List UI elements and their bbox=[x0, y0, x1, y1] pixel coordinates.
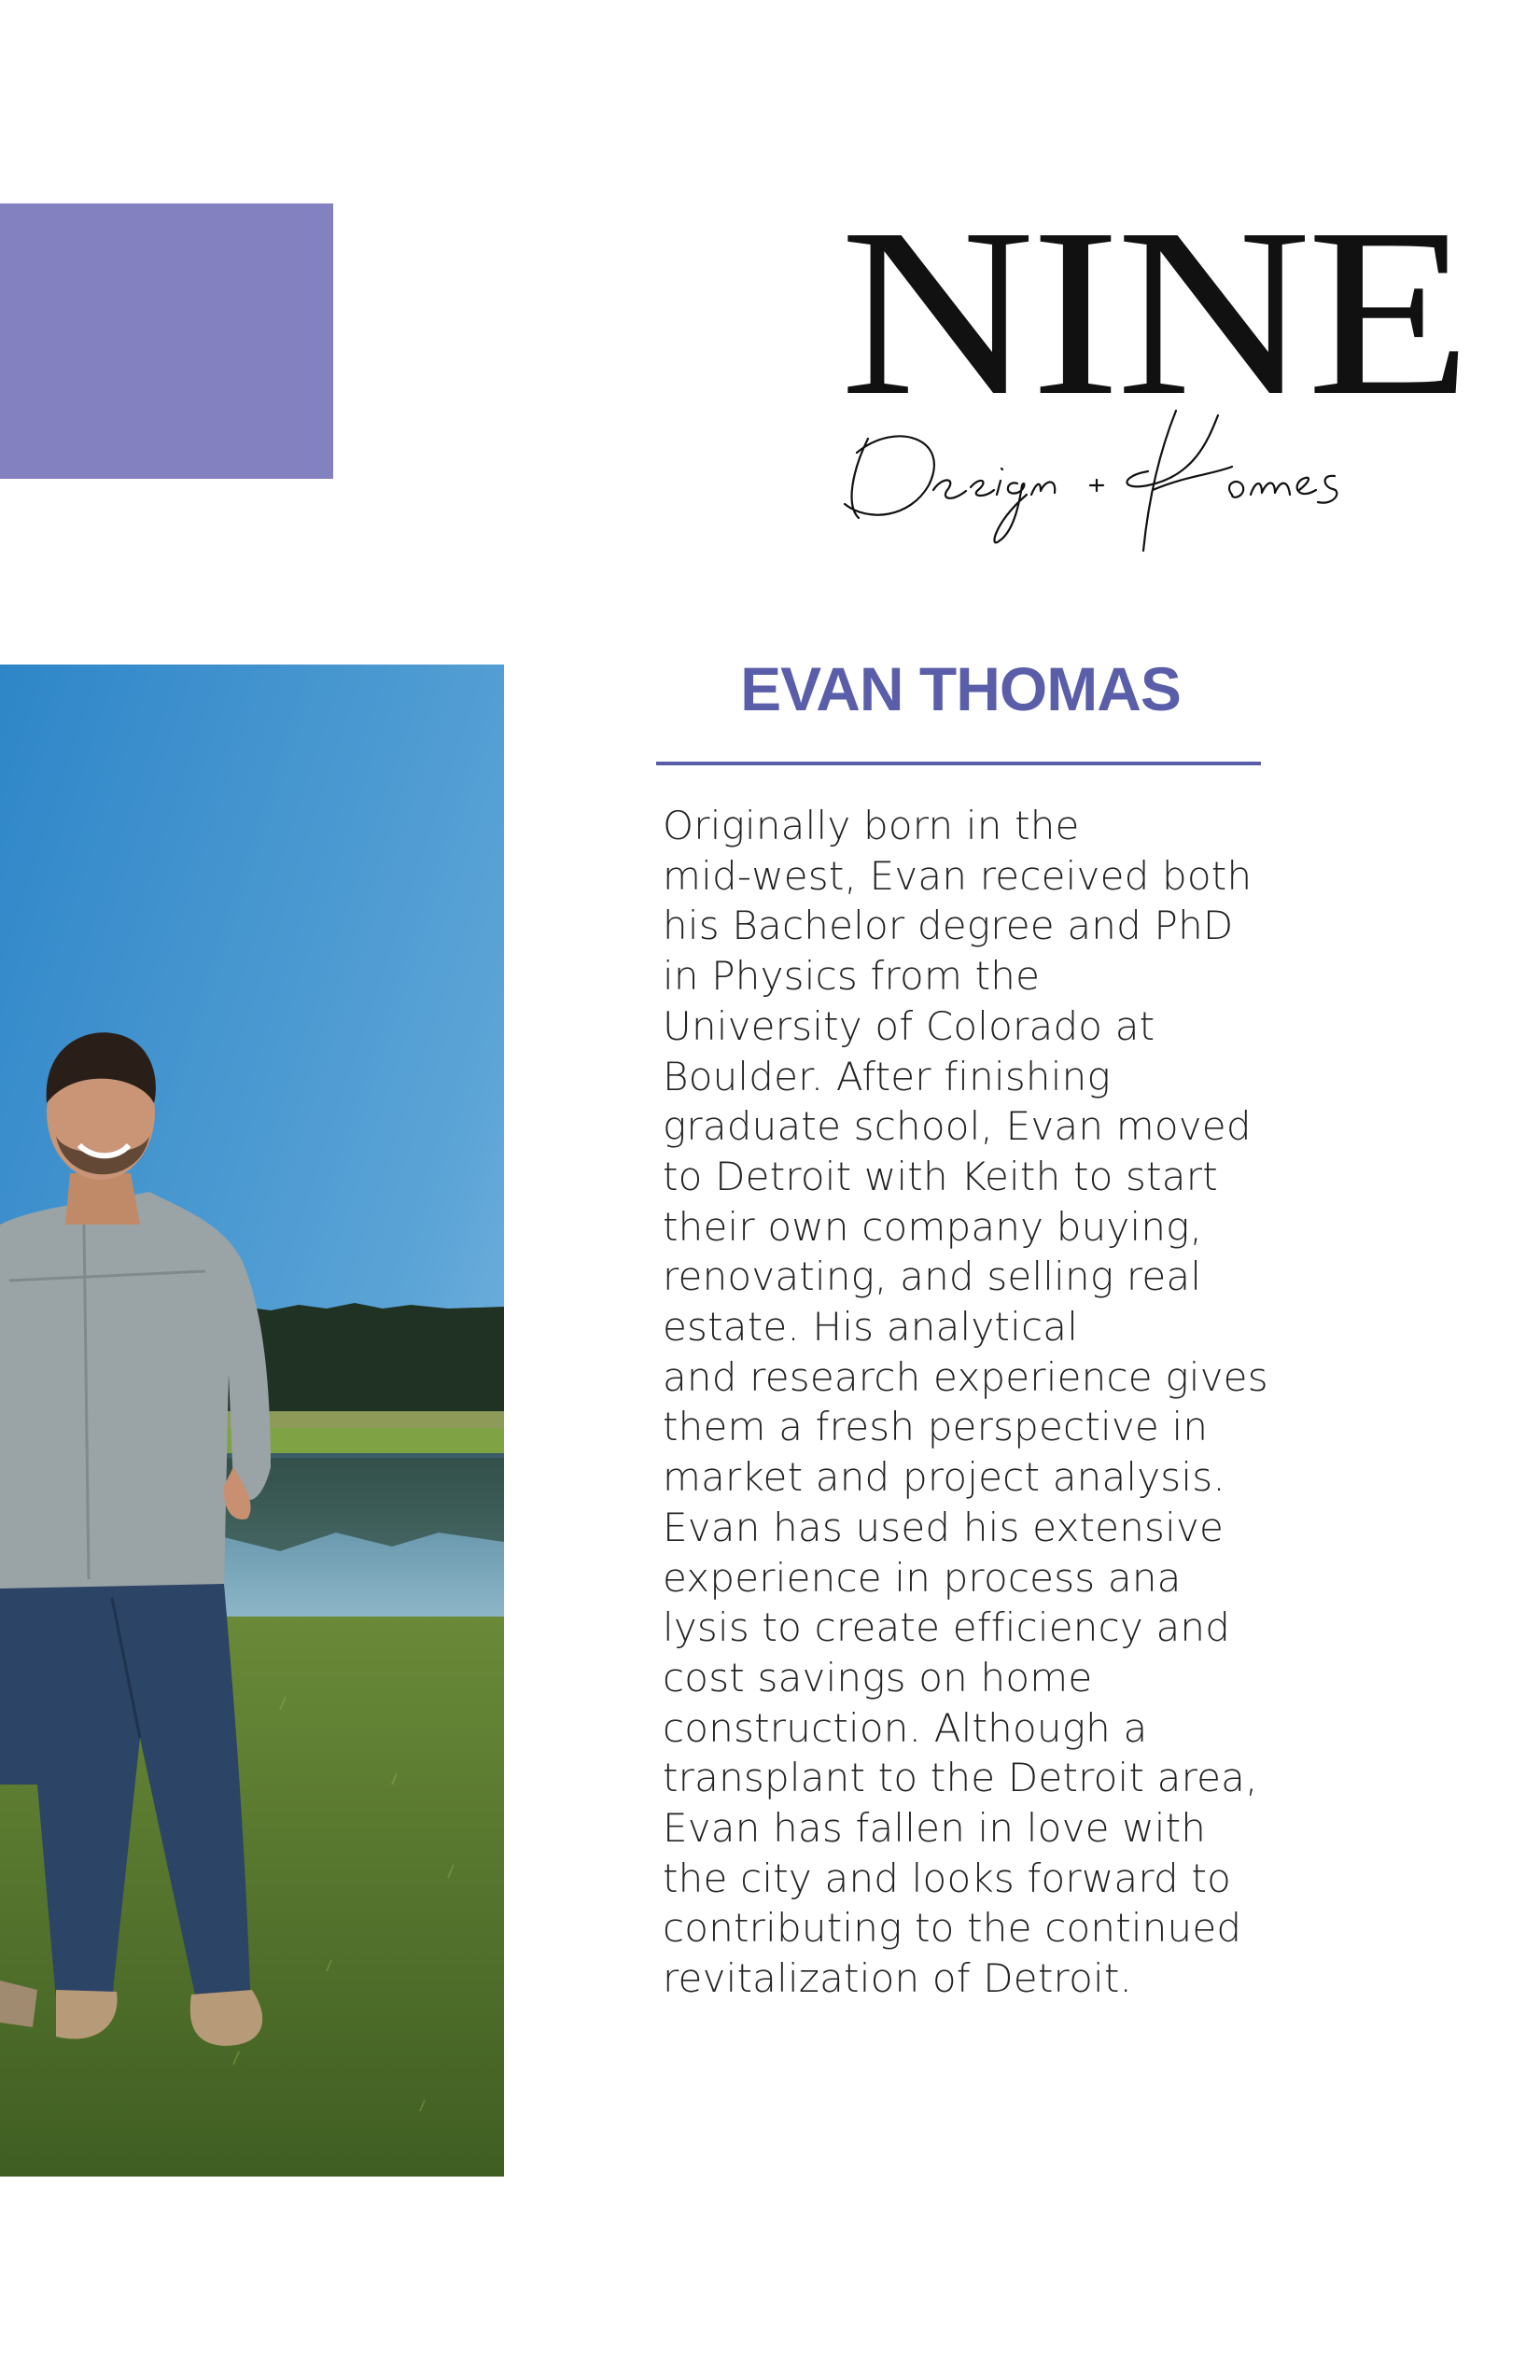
bio-line: Evan has used his extensive bbox=[663, 1504, 1225, 1550]
logo-script-signature bbox=[840, 401, 1400, 560]
bio-line: Originally born in the bbox=[663, 803, 1080, 848]
bio-line: cost savings on home bbox=[663, 1654, 1093, 1701]
bio-line: graduate school, Evan moved bbox=[663, 1103, 1252, 1150]
bio-line: experience in process ana bbox=[663, 1554, 1182, 1601]
bio-line: contributing to the continued bbox=[663, 1905, 1242, 1952]
bio-line: revitalization of Detroit. bbox=[663, 1955, 1133, 2002]
bio-line: renovating, and selling real bbox=[663, 1253, 1202, 1300]
profile-name: EVAN THOMAS bbox=[740, 654, 1181, 723]
bio-line: their own company buying, bbox=[663, 1203, 1203, 1250]
bio-line: them a fresh perspective in bbox=[663, 1404, 1209, 1450]
bio-line: transplant to the Detroit area, bbox=[663, 1755, 1258, 1801]
accent-color-block bbox=[0, 203, 333, 479]
logo-wordmark: NINE bbox=[840, 178, 1468, 445]
bio-line: his Bachelor degree and PhD bbox=[663, 903, 1234, 949]
bio-line: construction. Although a bbox=[663, 1704, 1148, 1751]
bio-line: Boulder. After finishing bbox=[663, 1053, 1111, 1099]
bio-line: lysis to create efficiency and bbox=[663, 1604, 1231, 1651]
bio-line: the city and looks forward to bbox=[663, 1855, 1232, 1901]
bio-line: estate. His analytical bbox=[663, 1304, 1079, 1351]
brand-logo bbox=[840, 178, 1468, 555]
portrait-photo bbox=[0, 665, 504, 2177]
bio-line: Evan has fallen in love with bbox=[663, 1805, 1207, 1852]
bio-line: market and project analysis. bbox=[663, 1454, 1225, 1501]
profile-bio bbox=[663, 801, 1335, 2004]
heading-divider bbox=[656, 762, 1261, 765]
logo-script-text bbox=[849, 411, 856, 412]
bio-line: to Detroit with Keith to start bbox=[663, 1153, 1218, 1199]
bio-line: mid-west, Evan received both bbox=[663, 852, 1253, 899]
bio-line: in Physics from the bbox=[663, 953, 1041, 1000]
bio-line: and research experience gives bbox=[663, 1353, 1268, 1400]
bio-line: University of Colorado at bbox=[663, 1002, 1155, 1049]
